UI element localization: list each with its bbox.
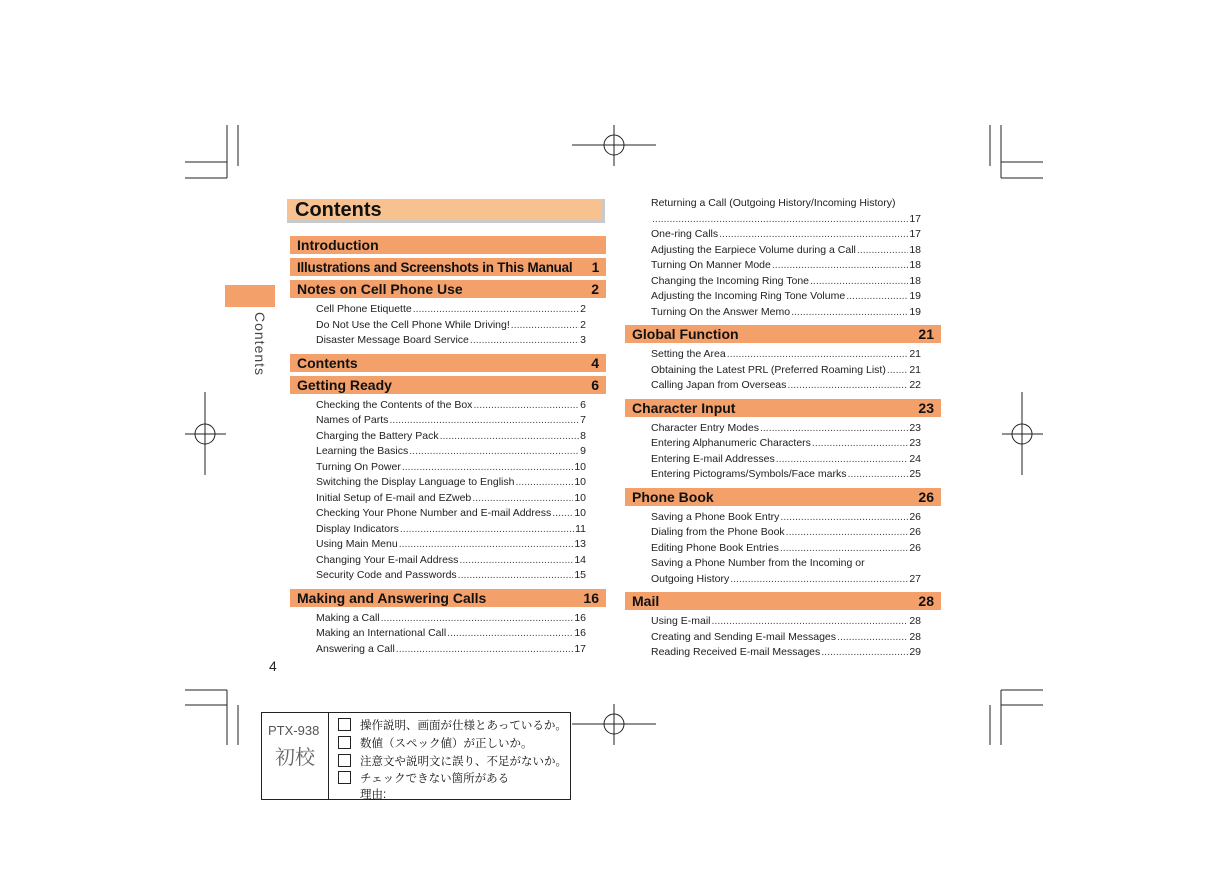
entry-label: Learning the Basics (316, 445, 409, 457)
dot-leader (887, 363, 909, 379)
page-title: Contents (295, 199, 382, 221)
entry-page: 8 (580, 429, 586, 442)
section-heading: Contents (297, 354, 358, 371)
checklist-label: 数値（スペック値）が正しいか。 (360, 738, 533, 750)
entry-page: 26 (909, 510, 921, 523)
dot-leader (472, 491, 573, 507)
entry-label: Changing Your E-mail Address (316, 553, 459, 566)
entry-page: 7 (580, 414, 586, 426)
dot-leader (727, 347, 909, 363)
section-notes-on-cell-phone-use[interactable] (290, 280, 606, 298)
entry-label: Obtaining the Latest PRL (Preferred Roaming List) (651, 363, 886, 376)
dot-leader (730, 572, 908, 588)
toc-entry[interactable] (651, 227, 921, 243)
entry-page: 10 (574, 507, 586, 519)
toc-entry[interactable] (651, 258, 921, 274)
entry-page: 21 (909, 348, 921, 360)
entry-label: Turning On the Answer Memo (651, 305, 791, 318)
entry-label: Character Entry Modes (651, 421, 759, 434)
toc-entry[interactable] (316, 642, 586, 658)
entry-label: Initial Setup of E-mail and EZweb (316, 491, 472, 504)
toc-entry[interactable] (316, 444, 586, 460)
entry-page: 17 (574, 642, 586, 655)
entry-page: 26 (909, 526, 921, 538)
section-heading: Global Function (632, 326, 739, 342)
entry-page: 14 (574, 553, 586, 566)
toc-entry-line1[interactable]: Saving a Phone Number from the Incoming or (651, 557, 865, 569)
section-illustrations[interactable] (290, 258, 606, 276)
dot-leader (399, 537, 574, 553)
proof-stage-cell (262, 713, 329, 799)
entry-page: 15 (574, 569, 586, 581)
entry-page: 29 (909, 646, 921, 658)
dot-leader (440, 429, 580, 445)
entry-page: 10 (574, 476, 586, 488)
section-heading: Notes on Cell Phone Use (297, 281, 463, 297)
toc-entry[interactable] (651, 421, 921, 437)
entry-page: 21 (909, 363, 921, 376)
toc-entry[interactable] (316, 568, 586, 584)
entry-page: 17 (909, 212, 921, 225)
dot-leader (409, 444, 579, 460)
dot-leader (552, 506, 573, 522)
toc-entry[interactable] (316, 429, 586, 445)
toc-entry[interactable] (316, 491, 586, 507)
toc-entry[interactable] (651, 467, 921, 483)
entry-label: Changing the Incoming Ring Tone (651, 274, 809, 287)
checkbox[interactable] (338, 736, 351, 749)
toc-entry[interactable] (651, 305, 921, 321)
page-number: 4 (269, 658, 277, 674)
dot-leader (511, 318, 579, 334)
dot-leader (810, 274, 908, 290)
toc-entry[interactable] (651, 436, 921, 452)
section-getting-ready[interactable] (290, 376, 606, 394)
section-heading: Getting Ready (297, 376, 392, 393)
checklist-item[interactable] (338, 753, 567, 769)
section-heading: Introduction (297, 237, 379, 253)
entry-page: 19 (909, 290, 921, 302)
dot-leader (786, 525, 909, 541)
section-page: 6 (591, 376, 599, 393)
toc-entry[interactable] (316, 333, 586, 349)
section-heading: Phone Book (632, 488, 714, 505)
entry-label: Turning On Power (316, 460, 401, 473)
entry-label: Security Code and Passwords (316, 569, 457, 581)
entry-label: Names of Parts (316, 414, 389, 426)
toc-entry[interactable] (316, 553, 586, 569)
dot-leader (812, 436, 908, 452)
section-page: 16 (583, 589, 599, 606)
toc-entry[interactable] (651, 378, 921, 394)
contents-title-box (287, 199, 605, 223)
entry-page: 2 (580, 303, 586, 315)
entry-label: Cell Phone Etiquette (316, 303, 412, 315)
entry-label: Switching the Display Language to English (316, 476, 515, 488)
checkbox[interactable] (338, 754, 351, 767)
dot-leader (413, 302, 579, 318)
entry-label: Checking the Contents of the Box (316, 398, 473, 411)
entry-page: 18 (909, 259, 921, 271)
section-page: 21 (918, 326, 934, 342)
checkbox[interactable] (338, 771, 351, 784)
entry-label: Entering E-mail Addresses (651, 452, 775, 465)
toc-entry[interactable] (651, 289, 921, 305)
entry-page: 18 (909, 243, 921, 256)
proof-checklist-box (261, 712, 571, 800)
checklist-label: 操作説明、画面が仕様とあっているか。 (360, 720, 567, 732)
entry-label: Making a Call (316, 611, 380, 624)
toc-entry[interactable] (651, 243, 921, 259)
entry-label: Dialing from the Phone Book (651, 526, 785, 538)
entry-page: 19 (909, 305, 921, 318)
entry-page: 17 (909, 228, 921, 240)
entry-page: 22 (909, 379, 921, 391)
dot-leader (787, 378, 908, 394)
entry-label: Do Not Use the Cell Phone While Driving! (316, 318, 510, 331)
checklist-item[interactable] (338, 770, 509, 802)
entry-page: 9 (580, 445, 586, 457)
dot-leader (402, 460, 573, 476)
dot-leader (400, 522, 574, 538)
toc-entry[interactable] (651, 572, 921, 588)
dot-leader (857, 243, 908, 259)
entry-page: 6 (580, 398, 586, 411)
entry-page: 16 (574, 627, 586, 639)
section-page: 1 (591, 259, 599, 275)
entry-page: 27 (909, 572, 921, 585)
dot-leader (458, 568, 574, 584)
dot-leader (381, 611, 574, 627)
entry-page: 26 (909, 541, 921, 554)
section-introduction[interactable] (290, 236, 606, 254)
toc-entry[interactable] (316, 506, 586, 522)
section-page: 4 (591, 354, 599, 371)
reason-label: 理由: (360, 789, 387, 801)
toc-entry[interactable] (651, 452, 921, 468)
entry-page: 10 (574, 460, 586, 473)
entry-label: Creating and Sending E-mail Messages (651, 630, 837, 643)
side-label: Contents (252, 312, 268, 377)
section-heading: Character Input (632, 399, 736, 416)
entry-label: Answering a Call (316, 642, 395, 655)
entry-label: Display Indicators (316, 522, 399, 535)
entry-label: Making an International Call (316, 627, 447, 639)
dot-leader (847, 467, 908, 483)
entry-label: Entering Alphanumeric Characters (651, 437, 811, 449)
dot-leader (846, 289, 908, 305)
toc-entry[interactable] (651, 347, 921, 363)
section-heading: Mail (632, 593, 660, 609)
entry-page: 3 (580, 334, 586, 346)
entry-page: 28 (909, 630, 921, 643)
section-mail[interactable] (625, 592, 941, 610)
dot-leader (447, 626, 573, 642)
section-heading: Illustrations and Screenshots in This Manual (297, 259, 573, 275)
entry-label: Using Main Menu (316, 538, 398, 550)
entry-label: Adjusting the Incoming Ring Tone Volume (651, 290, 846, 302)
toc-entry[interactable] (651, 363, 921, 379)
dot-leader (772, 258, 908, 274)
entry-page: 2 (580, 318, 586, 331)
entry-page: 25 (909, 468, 921, 480)
toc-entry[interactable] (651, 630, 921, 646)
dot-leader (760, 421, 908, 437)
section-character-input[interactable] (625, 399, 941, 417)
dot-leader (837, 630, 908, 646)
side-tab (225, 285, 275, 307)
proof-stage: 初校 (275, 747, 315, 769)
toc-entry[interactable] (651, 212, 921, 228)
entry-label: Editing Phone Book Entries (651, 541, 779, 554)
dot-leader (389, 413, 579, 429)
entry-label: Adjusting the Earpiece Volume during a Call (651, 243, 856, 256)
toc-entry[interactable] (651, 614, 921, 630)
entry-label: One-ring Calls (651, 228, 719, 240)
entry-label: Outgoing History (651, 572, 730, 585)
entry-page: 13 (574, 538, 586, 550)
checkbox[interactable] (338, 718, 351, 731)
entry-label: Charging the Battery Pack (316, 429, 439, 442)
toc-entry[interactable] (316, 413, 586, 429)
dot-leader (780, 510, 908, 526)
proof-code: PTX-938 (268, 723, 320, 738)
toc-entry[interactable] (316, 398, 586, 414)
toc-entry[interactable] (651, 510, 921, 526)
dot-leader (473, 398, 579, 414)
section-page: 2 (591, 281, 599, 297)
toc-entry[interactable] (316, 302, 586, 318)
section-page: 26 (918, 488, 934, 505)
dot-leader (821, 645, 908, 661)
entry-label: Checking Your Phone Number and E-mail Address (316, 507, 552, 519)
dot-leader (780, 541, 908, 557)
entry-page: 18 (909, 274, 921, 287)
entry-page: 11 (575, 522, 586, 535)
dot-leader (791, 305, 908, 321)
checklist-item[interactable] (338, 735, 533, 751)
section-making-and-answering-calls[interactable] (290, 589, 606, 607)
entry-label: Entering Pictograms/Symbols/Face marks (651, 468, 847, 480)
entry-page: 16 (574, 611, 586, 624)
section-page: 28 (918, 593, 934, 609)
toc-entry[interactable] (651, 274, 921, 290)
toc-entry[interactable] (316, 626, 586, 642)
dot-leader (459, 553, 573, 569)
entry-label: Reading Received E-mail Messages (651, 646, 821, 658)
toc-entry-line1[interactable]: Returning a Call (Outgoing History/Incoming History) (651, 197, 896, 209)
entry-label: Turning On Manner Mode (651, 259, 771, 271)
entry-label: Disaster Message Board Service (316, 334, 469, 346)
dot-leader (396, 642, 574, 658)
entry-label: Setting the Area (651, 348, 726, 360)
dot-leader (652, 212, 908, 228)
checklist-label: チェックできない箇所がある (360, 773, 510, 785)
right-column (625, 196, 941, 661)
section-page: 23 (918, 399, 934, 416)
toc-entry[interactable] (316, 460, 586, 476)
toc-entry[interactable] (651, 525, 921, 541)
toc-entry[interactable] (316, 522, 586, 538)
dot-leader (776, 452, 909, 468)
entry-label: Calling Japan from Overseas (651, 379, 787, 391)
entry-label: Using E-mail (651, 615, 711, 627)
dot-leader (719, 227, 908, 243)
checklist-label: 注意文や説明文に誤り、不足がないか。 (360, 756, 567, 768)
toc-entry[interactable] (651, 645, 921, 661)
left-column (290, 236, 606, 657)
section-contents[interactable] (290, 354, 606, 372)
entry-page: 24 (909, 452, 921, 465)
toc-entry[interactable] (316, 537, 586, 553)
toc-entry[interactable] (316, 318, 586, 334)
toc-entry[interactable] (651, 541, 921, 557)
section-global-function[interactable] (625, 325, 941, 343)
entry-page: 23 (909, 421, 921, 434)
entry-page: 23 (909, 437, 921, 449)
entry-page: 10 (574, 491, 586, 504)
section-heading: Making and Answering Calls (297, 589, 487, 606)
checklist-item[interactable] (338, 717, 567, 733)
toc-entry[interactable] (316, 475, 586, 491)
entry-page: 28 (909, 615, 921, 627)
section-phone-book[interactable] (625, 488, 941, 506)
dot-leader (712, 614, 909, 630)
dot-leader (515, 475, 573, 491)
dot-leader (470, 333, 579, 349)
entry-label: Saving a Phone Book Entry (651, 510, 780, 523)
toc-entry[interactable] (316, 611, 586, 627)
